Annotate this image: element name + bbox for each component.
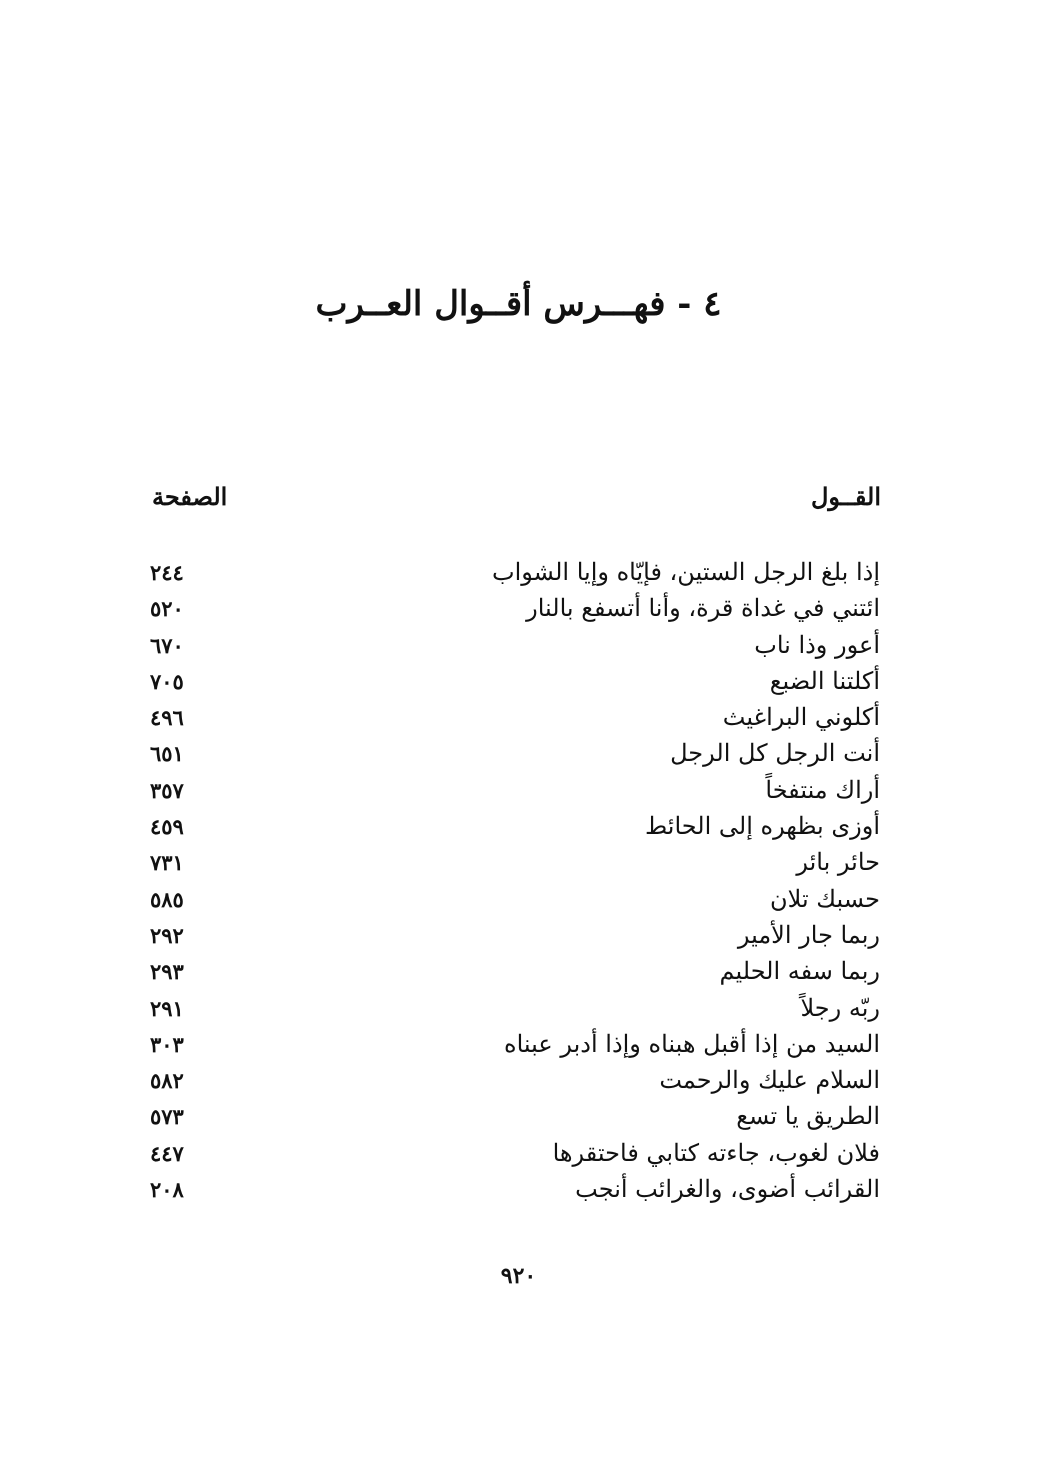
entry-saying: أوزى بظهره إلى الحائط [645,812,880,841]
entry-saying: ربما جار الأمير [737,920,880,949]
entry-page-number: ٣٠٣ [150,1031,184,1057]
entry-saying: الطريق يا تسع [736,1102,880,1131]
index-entry [150,667,880,703]
index-entry [150,558,880,594]
entry-page-number: ٢٩١ [150,995,184,1021]
index-entry [150,957,880,993]
entry-page-number: ٥٢٠ [150,596,184,622]
entry-page-number: ٧٣١ [150,850,184,876]
entry-page-number: ٤٩٦ [150,705,184,731]
index-entries-list [150,558,880,1211]
page-folio-number: ٩٢٠ [500,1263,537,1289]
entry-saying: أكلوني البراغيث [722,703,880,732]
entry-saying: السيد من إذا أقبل هبناه وإذا أدبر عبناه [504,1029,880,1058]
index-entry [150,631,880,667]
entry-saying: فلان لغوب، جاءته كتابي فاحتقرها [552,1138,880,1167]
entry-saying: أراك منتفخاً [765,775,880,804]
entry-saying: السلام عليك والرحمت [659,1066,880,1095]
entry-page-number: ٥٨٢ [150,1068,184,1094]
index-title: ٤ - فهـــرس أقــوال العــرب [315,284,722,324]
entry-saying: القرائب أضوى، والغرائب أنجب [575,1175,880,1204]
index-entry [150,1030,880,1066]
index-entry [150,1102,880,1138]
entry-page-number: ٥٨٥ [150,886,184,912]
entry-saying: أنت الرجل كل الرجل [670,739,880,768]
index-entry [150,1066,880,1102]
entry-page-number: ٧٠٥ [150,668,184,694]
entry-saying: حسبك تلان [770,884,880,913]
entry-page-number: ٢٠٨ [150,1177,184,1203]
index-entry [150,703,880,739]
entry-saying: ائتني في غداة قرة، وأنا أتسفع بالنار [526,594,880,623]
entry-page-number: ٢٩٣ [150,959,184,985]
entry-page-number: ٢٩٢ [150,922,184,948]
index-entry [150,739,880,775]
index-entry [150,848,880,884]
entry-page-number: ٣٥٧ [150,777,184,803]
page-column-header: الصفحة [152,482,228,511]
entry-saying: ربّه رجلاً [800,993,880,1022]
entry-page-number: ٥٧٣ [150,1104,184,1130]
saying-column-header: القــول [810,482,881,511]
index-entry [150,1175,880,1211]
entry-page-number: ٦٧٠ [150,632,184,658]
entry-saying: حائر بائر [796,848,880,877]
entry-page-number: ٤٤٧ [150,1140,184,1166]
index-entry [150,885,880,921]
index-entry [150,1139,880,1175]
index-entry [150,812,880,848]
entry-saying: أكلتنا الضبع [769,666,880,695]
index-entry [150,921,880,957]
entry-page-number: ٤٥٩ [150,814,184,840]
entry-saying: إذا بلغ الرجل الستين، فإيّاه وإيا الشواب [492,558,880,586]
entry-saying: ربما سفه الحليم [719,957,880,986]
index-entry [150,594,880,630]
index-entry [150,994,880,1030]
entry-page-number: ٦٥١ [150,741,184,767]
entry-saying: أعور وذا ناب [754,630,880,659]
entry-page-number: ٢٤٤ [150,560,184,585]
index-entry [150,776,880,812]
